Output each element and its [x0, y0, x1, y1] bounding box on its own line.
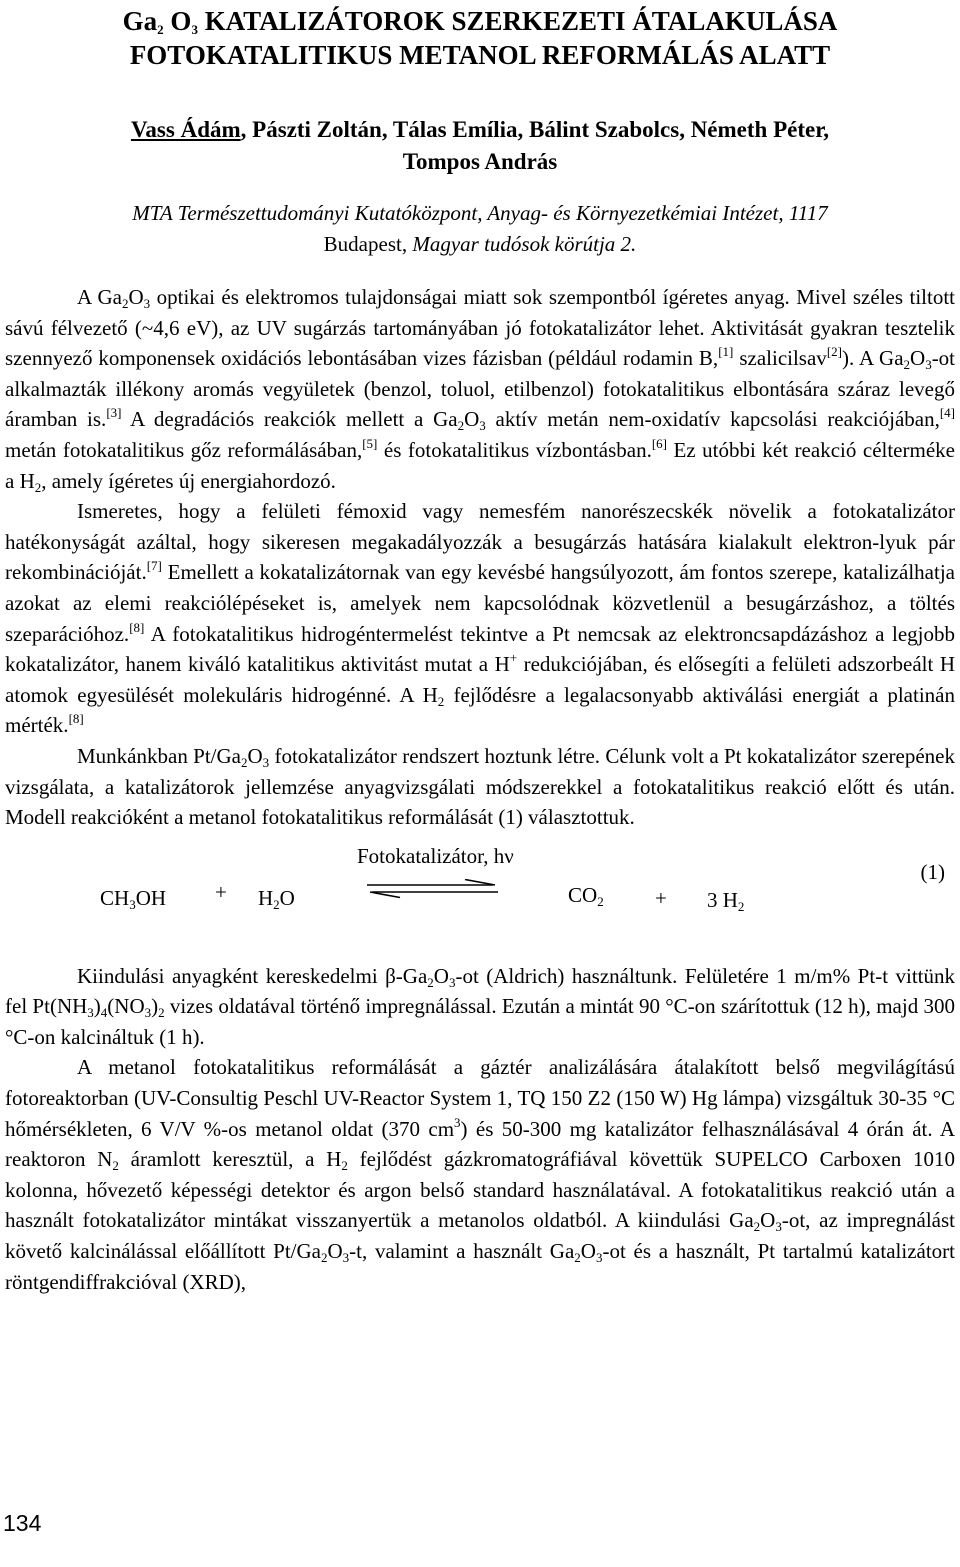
reaction-equation [5, 835, 955, 953]
body-text [5, 282, 955, 1297]
product-co2: $CO_2$ [568, 882, 604, 909]
citation: [8] [68, 711, 84, 727]
equilibrium-arrow-icon [365, 879, 500, 899]
affiliation: MTA Természettudományi Kutatóközpont, Anyag- és Környezetkémiai Intézet, 1117 Budapest, Magyar tudósok körútja 2. [132, 201, 828, 256]
plus-sign: + [215, 879, 227, 904]
citation: [8] [129, 619, 145, 635]
citation: [6] [651, 435, 667, 451]
paragraph-1: A $Ga_2O_3$ optikai és elektromos tulajdonságai miatt sok szempontból ígéretes anyag. Mivel széles tiltott sávú félvezető (~4,6 eV), az UV sugárzás tartományában jó fotokatalizátor lehet. Aktivitását gyakran tesztelik szennyező komponensek oxidációs lebontásában vizes fázisban (például rodamin B,[1] szalicilsav[2]). A $Ga_2O_3-ot$ alkalmazták illékony aromás vegyületek (benzol, toluol, etilbenzol) fotokatalitikus elbontására száraz levegő áramban is.[3] A degradációs reakciók mellett a $Ga_2O_3$ aktív metán nem-oxidatív kapcsolási reakciójában,[4] metán fotokatalitikus gőz reformálásában,[5] és fotokatalitikus vízbontásban.[6] Ez utóbbi két reakció célterméke a $H_2$, amely ígéretes új energiahordozó. [5, 285, 956, 495]
paragraph-2: Ismeretes, hogy a felületi fémoxid vagy nemesfém nanorészecskék növelik a fotokatalizátor hatékonyságát azáltal, hogy sikeresen megakadályozzák a besugárzás hatására kialakult elektron-lyuk pár rekombinációját.[7] Emellett a kokatalizátornak van egy kevésbé hangsúlyozott, ám fontos szerepe, katalizálhatja azokat az elemi reakciólépéseket is, amelyek nem kapcsolódnak közvetlenül a besugárzáshoz, a töltés szeparációhoz.[8] A fotokatalitikus hidrogéntermelést tekintve a Pt nemcsak az elektroncsapdázáshoz a legjobb kokatalizátor, hanem kiváló katalitikus aktivitást mutat a H+ redukciójában, és elősegíti a felületi adszorbeált H atomok egyesülését molekuláris hidrogénné. A $H_2$ fejlődésre a legalacsonyabb aktiválási energiát a platinán mérték.[8] [5, 499, 955, 738]
citation: [7] [146, 558, 162, 574]
author-list: Vass Ádám, Pászti Zoltán, Tálas Emília, Bálint Szabolcs, Németh Péter, Tompos András [130, 117, 830, 174]
page-number: 134 [3, 1510, 42, 1536]
paragraph-5: A metanol fotokatalitikus reformálását a gáztér analizálására átalakított belső megvilágítású fotoreaktorban (UV-Consultig Peschl UV-Reactor System 1, TQ 150 Z2 (150 W) Hg lámpa) vizsgáltuk 30-35 °C hőmérsékleten, 6 V/V %-os metanol oldat (370 $cm^3$) és 50-300 mg katalizátor felhasználásával 4 órán át. A reaktoron $N_2$ áramlott keresztül, a $H_2$ fejlődést gázkromatográfiával követtük SUPELCO Carboxen 1010 kolonna, hővezető képességi detektor és argon belső standard használatával. A fotokatalitikus reakció után a használt fotokatalizátor mintákat visszanyertük a metanolos oldatból. A kiindulási $Ga_2O_3-ot$, az impregnálást követő kalcinálással előállított $Pt/Ga_2O_3-t$, valamint a használt $Ga_2O_3-ot$ és a használt, Pt tartalmú katalizátort röntgendiffrakcióval (XRD), [5, 1055, 956, 1294]
title-line-1: $Ga_2$ $O_3$ KATALIZÁTOROK SZERKEZETI ÁTALAKULÁSA [122, 6, 838, 37]
title-line-2: FOTOKATALITIKUS METANOL REFORMÁLÁS ALATT [129, 40, 831, 70]
citation: [5] [362, 435, 378, 451]
citation: [4] [939, 405, 956, 421]
paragraph-4: Kiindulási anyagként kereskedelmi $\beta-Ga_2O_3-ot$ (Aldrich) használtunk. Felületére 1 m/m% Pt-t vittünk fel $Pt(NH_3)_4(NO_3)_2$ vizes oldatával történő impregnálással. Ezután a mintát 90 °C-on szárítottuk (12 h), majd 300 °C-on kalcináltuk (1 h). [5, 963, 955, 1049]
paper-title [5, 4, 955, 72]
presenting-author: Vass Ádám [130, 117, 241, 142]
equation-number: (1) [920, 859, 945, 884]
paragraph-3: Munkánkban $Pt/Ga_2O_3$ fotokatalizátor rendszert hoztunk létre. Célunk volt a Pt kokatalizátor szerepének vizsgálata, a katalizátorok jellemzése anyagvizsgálati módszerekkel a fotokatalitikus reakció előtt és után. Modell reakcióként a metanol fotokatalitikus reformálását (1) választottuk. [5, 743, 955, 830]
plus-sign: + [655, 885, 667, 910]
citation: [3] [106, 405, 122, 421]
page [5, 0, 955, 1297]
reactant-water: $H_2O$ [258, 885, 295, 912]
reactant-methanol: $CH_3OH$ [100, 885, 167, 912]
equation-catalyst-label: Fotokatalizátor, hν [357, 843, 514, 868]
product-hydrogen: 3 $H_2$ [707, 887, 745, 914]
citation: [2] [826, 344, 842, 360]
citation: [1] [718, 344, 734, 360]
